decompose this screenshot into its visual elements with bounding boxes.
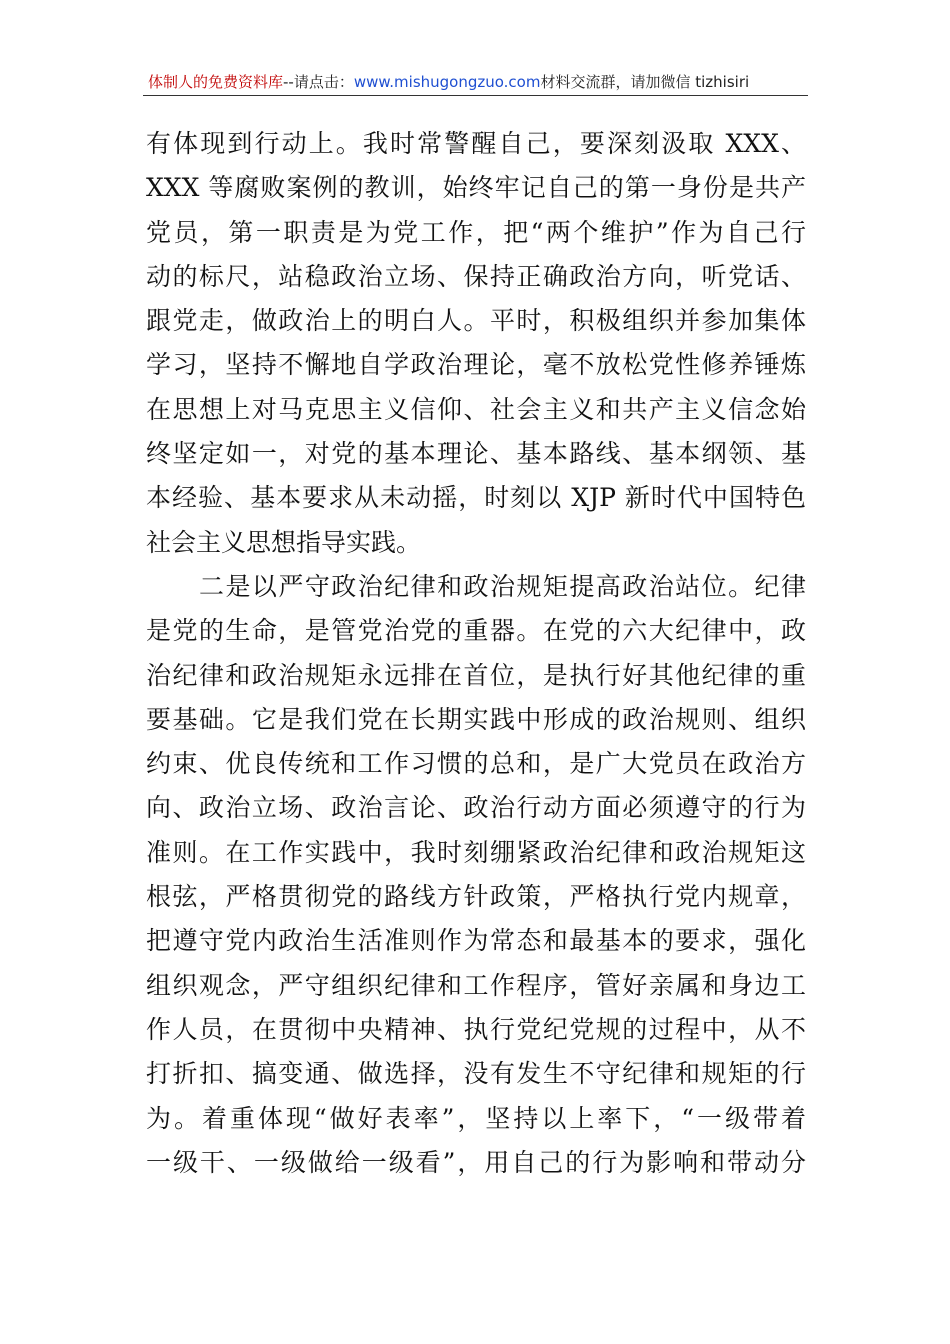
body-line: 根弦，严格贯彻党的路线方针政策，严格执行党内规章， bbox=[146, 882, 806, 912]
body-line: 为。着重体现“做好表率”，坚持以上率下，“一级带着 bbox=[146, 1103, 806, 1133]
body-line: 是党的生命，是管党治党的重器。在党的六大纪律中，政 bbox=[146, 616, 806, 646]
body-line: 动的标尺，站稳政治立场、保持正确政治方向，听党话、 bbox=[146, 261, 806, 291]
body-line: 有体现到行动上。我时常警醒自己，要深刻汲取 XXX、 bbox=[146, 129, 806, 158]
header-click-prompt: --请点击： bbox=[283, 73, 354, 91]
body-line: 治纪律和政治规矩永远排在首位，是执行好其他纪律的重 bbox=[146, 660, 806, 690]
body-line: 跟党走，做政治上的明白人。平时，积极组织并参加集体 bbox=[146, 306, 806, 336]
body-line: 打折扣、搞变通、做选择，没有发生不守纪律和规矩的行 bbox=[146, 1059, 806, 1089]
body-line: 把遵守党内政治生活准则作为常态和最基本的要求，强化 bbox=[146, 926, 806, 956]
body-line: XXX 等腐败案例的教训，始终牢记自己的第一身份是共产 bbox=[146, 173, 806, 203]
body-line: 准则。在工作实践中，我时刻绷紧政治纪律和政治规矩这 bbox=[146, 837, 806, 867]
paragraph-end-line: 社会主义思想指导实践。 bbox=[146, 527, 422, 557]
body-line: 终坚定如一，对党的基本理论、基本路线、基本纲领、基 bbox=[146, 439, 806, 469]
document-body bbox=[146, 122, 806, 1185]
header-divider bbox=[143, 95, 808, 96]
body-line: 一级干、一级做给一级看”，用自己的行为影响和带动分 bbox=[146, 1147, 806, 1177]
body-line: 作人员，在贯彻中央精神、执行党纪党规的过程中，从不 bbox=[146, 1014, 806, 1044]
body-line: 向、政治立场、政治言论、政治行动方面必须遵守的行为 bbox=[146, 793, 806, 823]
body-line: 要基础。它是我们党在长期实践中形成的政治规则、组织 bbox=[146, 704, 806, 734]
body-line: 约束、优良传统和工作习惯的总和，是广大党员在政治方 bbox=[146, 749, 806, 779]
paragraph-first-line: 二是以严守政治纪律和政治规矩提高政治站位。纪律 bbox=[199, 571, 806, 601]
header-website-link[interactable]: www.mishugongzuo.com bbox=[353, 73, 541, 91]
body-line: 本经验、基本要求从未动摇，时刻以 XJP 新时代中国特色 bbox=[146, 483, 806, 513]
header-brand-text: 体制人的免费资料库 bbox=[148, 73, 284, 91]
page-header bbox=[148, 70, 808, 98]
body-line: 党员，第一职责是为党工作，把“两个维护”作为自己行 bbox=[146, 217, 806, 247]
body-line: 学习，坚持不懈地自学政治理论，毫不放松党性修养锤炼 bbox=[146, 350, 806, 380]
body-line: 在思想上对马克思主义信仰、社会主义和共产主义信念始 bbox=[146, 394, 806, 424]
header-wechat-note: 材料交流群，请加微信 tizhisiri bbox=[540, 73, 750, 91]
body-line: 组织观念，严守组织纪律和工作程序，管好亲属和身边工 bbox=[146, 970, 806, 1000]
